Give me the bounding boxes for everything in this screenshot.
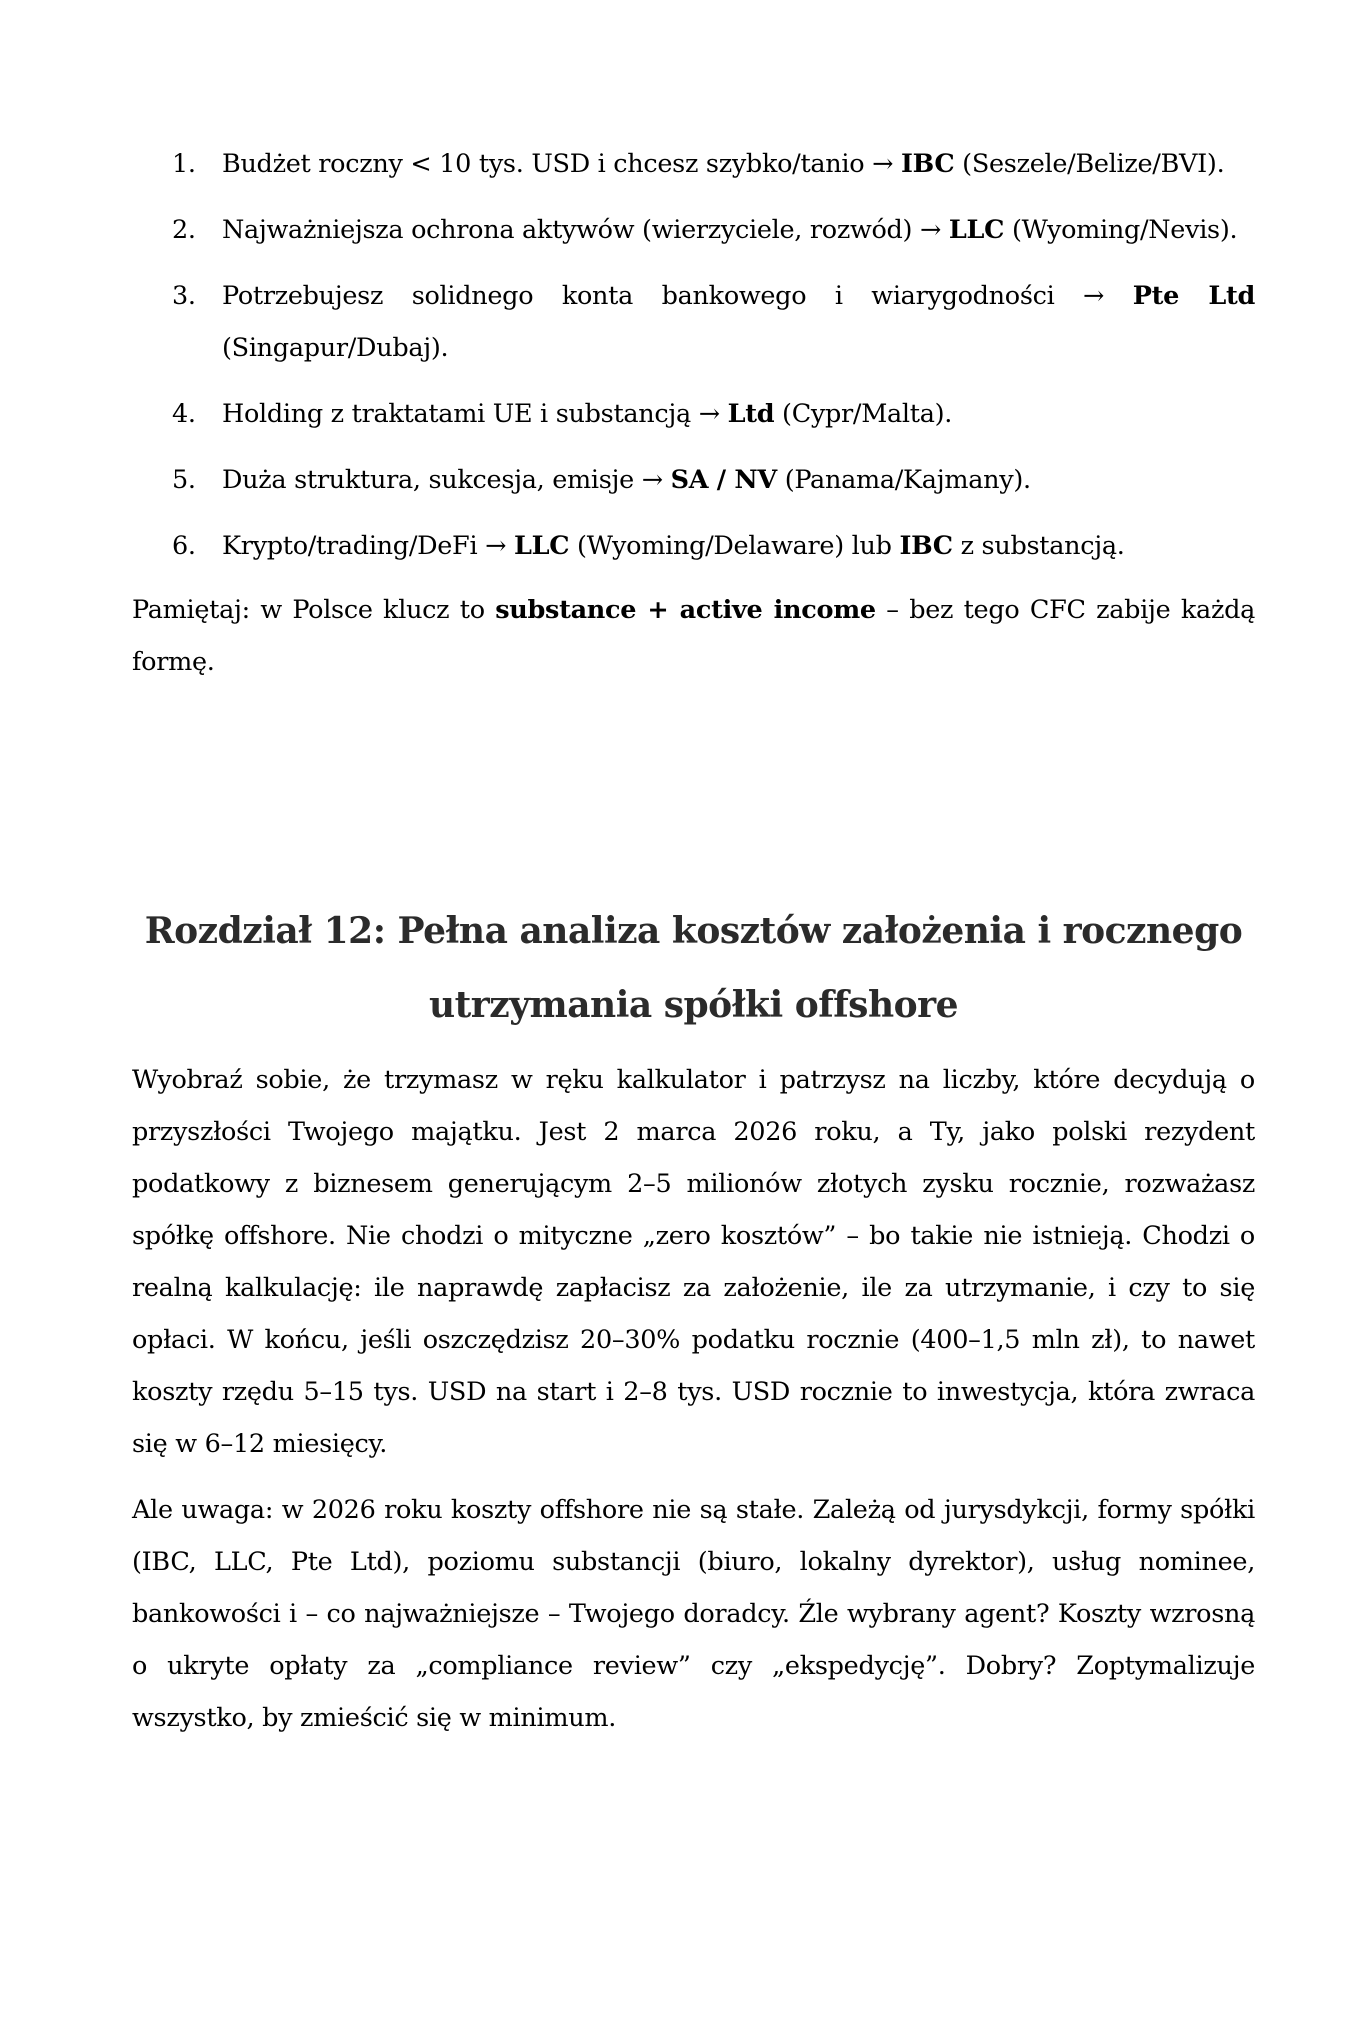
chapter-body <box>132 1054 1255 1744</box>
list-number: 3. <box>172 281 196 311</box>
list-item <box>132 388 1255 440</box>
chapter-heading <box>132 894 1255 1042</box>
list-text: Krypto/trading/DeFi → <box>222 531 514 561</box>
list-item <box>132 454 1255 506</box>
list-number: 6. <box>172 531 196 561</box>
list-bold-term: Pte Ltd <box>1132 281 1255 311</box>
reminder-text: – bez tego CFC zabije każdą formę. <box>132 595 1256 677</box>
list-text: Budżet roczny < 10 tys. USD i chcesz szybko/tanio → <box>222 149 902 179</box>
list-text: (Singapur/Dubaj). <box>222 333 449 363</box>
chapter-title-line-1: Rozdział 12: Pełna analiza kosztów założenia i rocznego <box>144 910 1243 952</box>
body-paragraph: Wyobraź sobie, że trzymasz w ręku kalkulator i patrzysz na liczby, które decydują o przyszłości Twojego majątku. Jest 2 marca 2026 roku, a Ty, jako polski rezydent podatkowy z biznesem generującym 2–5 milionów złotych zysku rocznie, rozważasz spółkę offshore. Nie chodzi o mityczne „zero kosztów” – bo takie nie istnieją. Chodzi o realną kalkulację: ile naprawdę zapłacisz za założenie, ile za utrzymanie, i czy to się opłaci. W końcu, jeśli oszczędzisz 20–30% podatku rocznie (400–1,5 mln zł), to nawet koszty rzędu 5–15 tys. USD na start i 2–8 tys. USD rocznie to inwestycja, która zwraca się w 6–12 miesięcy. <box>132 1065 1255 1459</box>
chapter-title-line-2: utrzymania spółki offshore <box>428 984 959 1026</box>
list-number: 5. <box>172 465 196 495</box>
reminder-bold: substance + active income <box>495 595 876 625</box>
list-text: Najważniejsza ochrona aktywów (wierzyciele, rozwód) → <box>222 215 949 245</box>
list-text: (Panama/Kajmany). <box>776 465 1031 495</box>
list-item <box>132 270 1255 374</box>
list-bold-term: IBC <box>901 149 955 179</box>
list-item <box>132 138 1255 190</box>
list-text: Holding z traktatami UE i substancją → <box>222 399 728 429</box>
list-text: (Seszele/Belize/BVI). <box>954 149 1225 179</box>
list-number: 4. <box>172 399 196 429</box>
list-bold-term: Ltd <box>727 399 775 429</box>
document-page <box>132 138 1255 1758</box>
body-paragraph: Ale uwaga: w 2026 roku koszty offshore nie są stałe. Zależą od jurysdykcji, formy spółki (IBC, LLC, Pte Ltd), poziomu substancji (biuro, lokalny dyrektor), usług nominee, bankowości i – co najważniejsze – Twojego doradcy. Źle wybrany agent? Koszty wzrosną o ukryte opłaty za „compliance review” czy „ekspedycję”. Dobry? Zoptymalizuje wszystko, by zmieścić się w minimum. <box>132 1495 1255 1733</box>
list-text: (Cypr/Malta). <box>774 399 953 429</box>
reminder-text: Pamiętaj: w Polsce klucz to <box>132 595 496 625</box>
list-text: Duża struktura, sukcesja, emisje → <box>222 465 671 495</box>
list-text: z substancją. <box>952 531 1125 561</box>
list-item <box>132 520 1255 572</box>
list-bold-term: LLC <box>948 215 1005 245</box>
reminder-paragraph <box>132 584 1255 688</box>
list-bold-term: IBC <box>899 531 953 561</box>
list-text: Potrzebujesz solidnego konta bankowego i wiarygodności → <box>222 281 1133 311</box>
list-text: (Wyoming/Delaware) lub <box>569 531 900 561</box>
list-bold-term: LLC <box>513 531 570 561</box>
list-number: 2. <box>172 215 196 245</box>
list-item <box>132 204 1255 256</box>
list-text: (Wyoming/Nevis). <box>1004 215 1238 245</box>
decision-list <box>132 138 1255 572</box>
list-bold-term: SA / NV <box>670 465 777 495</box>
list-number: 1. <box>172 149 196 179</box>
